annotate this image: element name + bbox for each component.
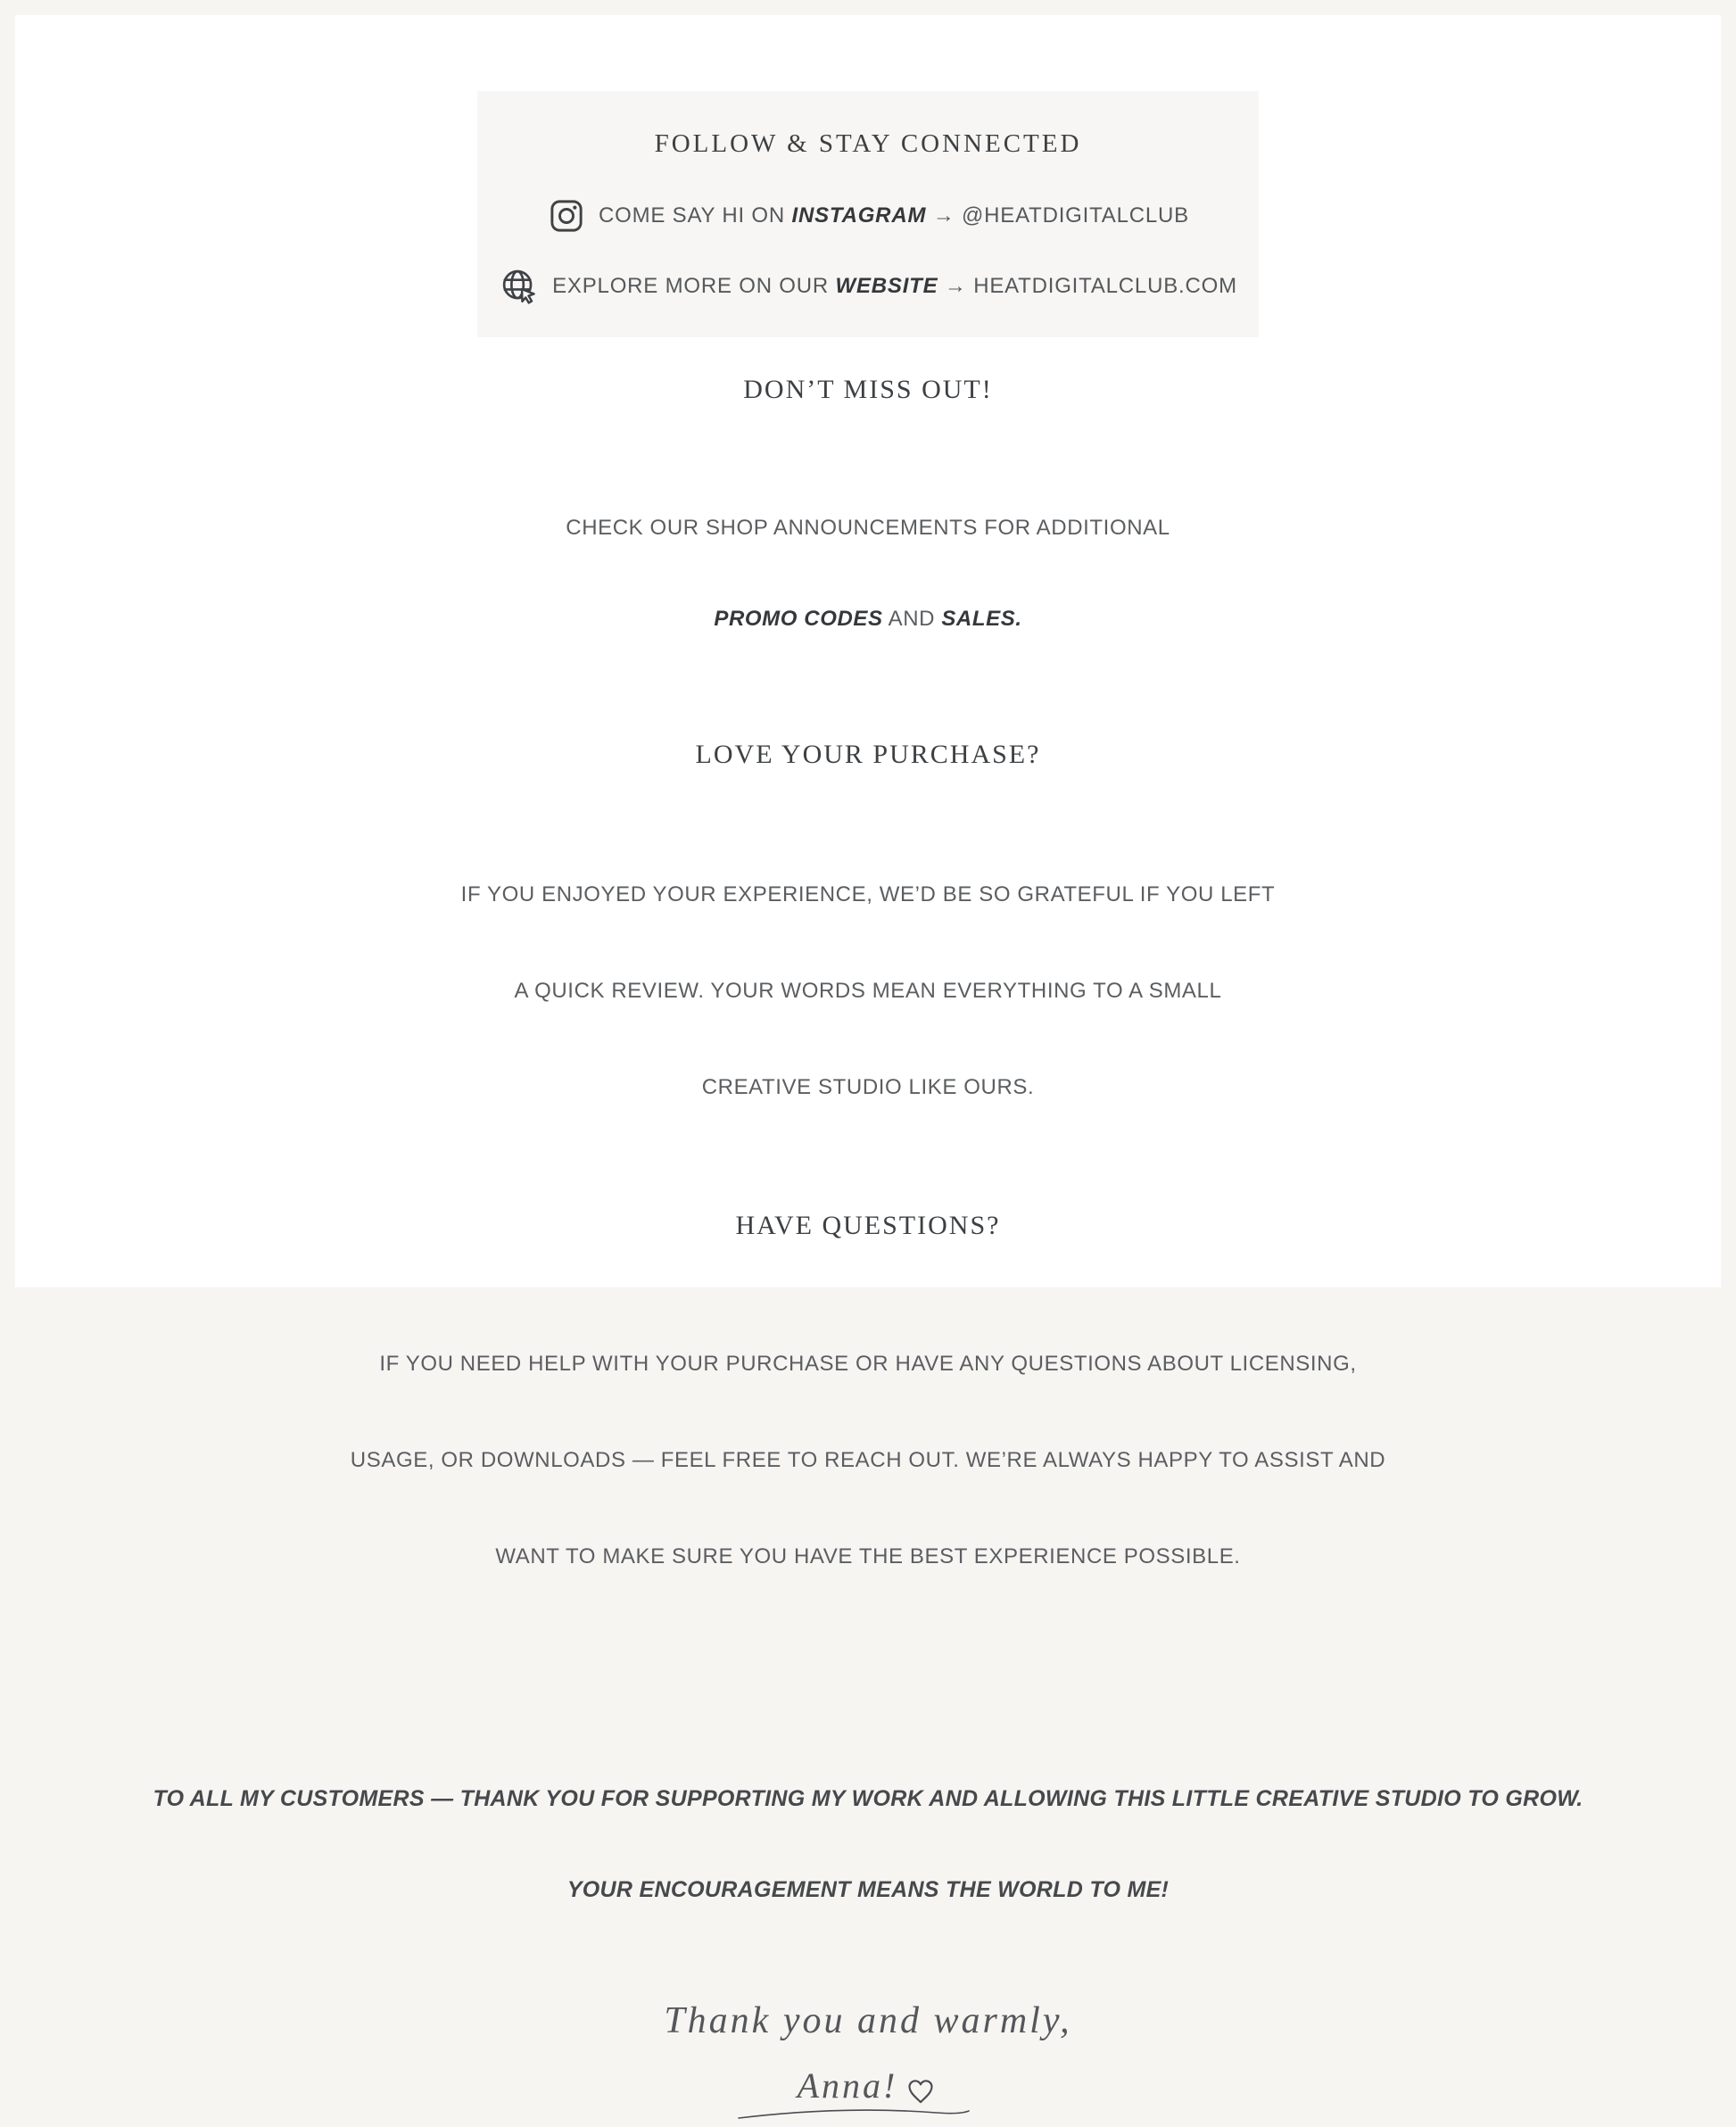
dont-miss-heading: DON’T MISS OUT!: [743, 375, 993, 404]
help-line-2: USAGE, OR DOWNLOADS — FEEL FREE TO REACH OUT. WE’RE ALWAYS HAPPY TO ASSIST AND: [350, 1448, 1386, 1472]
instagram-handle: → @HEATDIGITALCLUB: [926, 203, 1189, 228]
review-line-1: IF YOU ENJOYED YOUR EXPERIENCE, WE’D BE SO GRATEFUL IF YOU LEFT: [460, 882, 1276, 906]
sales-text: SALES.: [941, 607, 1022, 631]
gratitude-line-1: TO ALL MY CUSTOMERS — THANK YOU FOR SUPPORTING MY WORK AND ALLOWING THIS LITTLE CREATIVE STUDIO TO GROW.: [153, 1786, 1583, 1811]
signature-name: Anna!: [797, 2065, 898, 2106]
signature-name-block: [798, 2060, 939, 2125]
announcements-paragraph: [566, 452, 1170, 695]
globe-cursor-icon: [499, 266, 540, 307]
love-purchase-heading: LOVE YOUR PURCHASE?: [695, 740, 1041, 769]
signature-flourish: [735, 2103, 1003, 2127]
gratitude-note: [153, 1723, 1583, 1966]
promo-codes-text: PROMO CODES: [714, 607, 883, 631]
announcements-line-1: CHECK OUR SHOP ANNOUNCEMENTS FOR ADDITIONAL: [566, 516, 1170, 540]
website-url: → HEATDIGITALCLUB.COM: [938, 274, 1237, 298]
signature-closing: Thank you and warmly,: [664, 2000, 1072, 2041]
website-text-prefix: EXPLORE MORE ON OUR: [552, 274, 836, 298]
instagram-text-prefix: COME SAY HI ON: [599, 203, 792, 228]
instagram-icon: [547, 196, 586, 236]
help-line-1: IF YOU NEED HELP WITH YOUR PURCHASE OR HAVE ANY QUESTIONS ABOUT LICENSING,: [379, 1352, 1357, 1376]
connect-title: FOLLOW & STAY CONNECTED: [654, 129, 1082, 158]
review-paragraph: [461, 815, 1276, 1168]
announcements-and-text: AND: [882, 607, 942, 631]
instagram-row[interactable]: [547, 195, 1189, 236]
review-line-3: CREATIVE STUDIO LIKE OURS.: [701, 1075, 1035, 1099]
gratitude-line-2: YOUR ENCOURAGEMENT MEANS THE WORLD TO ME!: [566, 1877, 1170, 1902]
website-text-highlight: WEBSITE: [835, 274, 938, 298]
website-row[interactable]: [499, 266, 1237, 307]
have-questions-heading: HAVE QUESTIONS?: [735, 1211, 1001, 1240]
thank-you-card: [15, 15, 1721, 2106]
help-line-3: WANT TO MAKE SURE YOU HAVE THE BEST EXPERIENCE POSSIBLE.: [495, 1544, 1241, 1568]
instagram-text-highlight: INSTAGRAM: [791, 203, 927, 228]
help-paragraph: [351, 1284, 1385, 1637]
announcements-line-2: [566, 604, 1170, 634]
review-line-2: A QUICK REVIEW. YOUR WORDS MEAN EVERYTHING TO A SMALL: [514, 979, 1222, 1003]
follow-connect-box: [477, 91, 1259, 337]
